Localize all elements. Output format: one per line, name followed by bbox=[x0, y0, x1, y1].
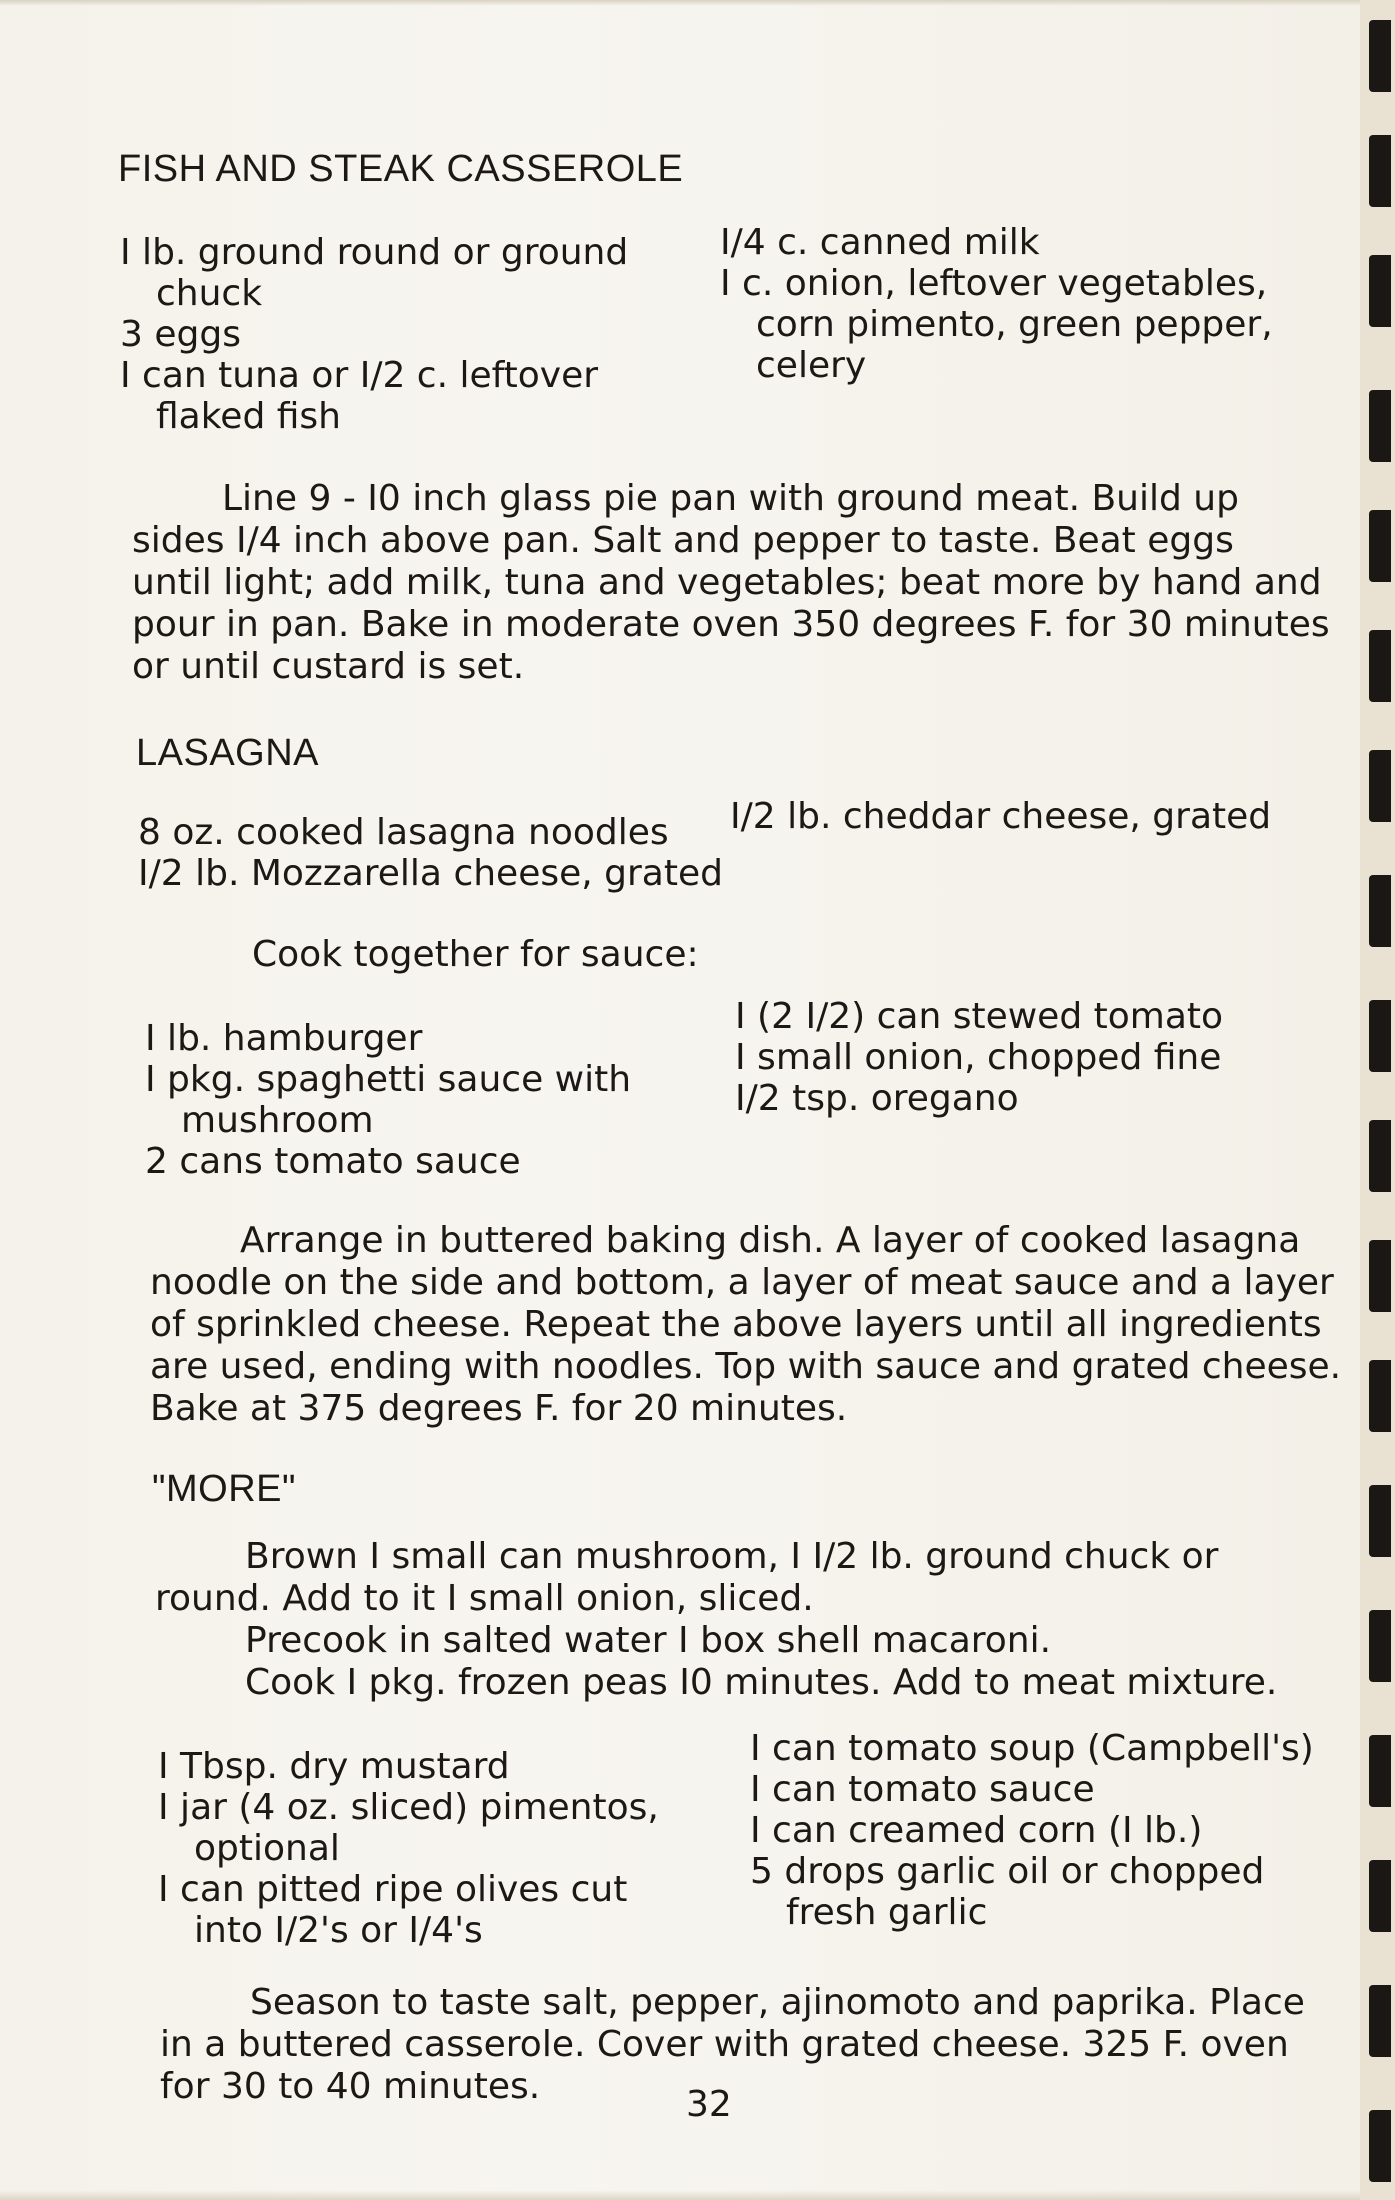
binding-ring bbox=[1369, 1240, 1391, 1312]
lasagna-sauce-right bbox=[735, 996, 1223, 1119]
binding-ring bbox=[1369, 1120, 1391, 1192]
ingredient-line: I can tomato sauce bbox=[750, 1769, 1095, 1810]
ingredient-line: I/2 tsp. oregano bbox=[735, 1078, 1019, 1119]
more-instructions bbox=[160, 1982, 1305, 2108]
ingredient-line: into I/2's or I/4's bbox=[194, 1910, 483, 1951]
instruction-line: Line 9 - I0 inch glass pie pan with ground meat. Build up bbox=[222, 478, 1239, 519]
binding-ring bbox=[1369, 2110, 1391, 2182]
instruction-line: are used, ending with noodles. Top with sauce and grated cheese. bbox=[150, 1346, 1342, 1387]
binding-ring bbox=[1369, 1610, 1391, 1682]
instruction-line: pour in pan. Bake in moderate oven 350 degrees F. for 30 minutes bbox=[132, 604, 1330, 645]
more-steps bbox=[155, 1536, 1277, 1704]
ingredient-line: 5 drops garlic oil or chopped bbox=[750, 1851, 1265, 1892]
binding-ring bbox=[1369, 135, 1391, 207]
ingredient-line: I c. onion, leftover vegetables, bbox=[720, 263, 1268, 304]
page-bottom-edge bbox=[0, 2190, 1360, 2200]
ingredient-line: I lb. ground round or ground bbox=[120, 232, 629, 273]
more-ingredients-left bbox=[158, 1746, 659, 1951]
binding-ring bbox=[1369, 1360, 1391, 1432]
binding-ring bbox=[1369, 1000, 1391, 1072]
ingredient-line: I can creamed corn (I lb.) bbox=[750, 1810, 1203, 1851]
binding-ring bbox=[1369, 20, 1391, 92]
binding-ring bbox=[1369, 875, 1391, 947]
spiral-binding bbox=[1360, 0, 1395, 2200]
ingredient-line: I can pitted ripe olives cut bbox=[158, 1869, 628, 1910]
page-top-edge bbox=[0, 0, 1360, 6]
ingredient-line: optional bbox=[194, 1828, 340, 1869]
binding-ring bbox=[1369, 1985, 1391, 2057]
page-number: 32 bbox=[686, 2084, 732, 2125]
recipe-title-more: "MORE" bbox=[152, 1468, 296, 1510]
ingredient-line: I (2 I/2) can stewed tomato bbox=[735, 996, 1224, 1037]
lasagna-sauce-heading: Cook together for sauce: bbox=[252, 934, 699, 975]
ingredient-line: flaked fish bbox=[156, 396, 341, 437]
lasagna-instructions bbox=[150, 1220, 1341, 1430]
ingredient-line: I Tbsp. dry mustard bbox=[158, 1746, 510, 1787]
instruction-line: Bake at 375 degrees F. for 20 minutes. bbox=[150, 1388, 848, 1429]
ingredient-line: corn pimento, green pepper, bbox=[756, 304, 1273, 345]
binding-ring bbox=[1369, 1860, 1391, 1932]
instruction-line: Season to taste salt, pepper, ajinomoto and paprika. Place bbox=[250, 1982, 1305, 2023]
ingredient-line: I small onion, chopped fine bbox=[735, 1037, 1222, 1078]
ingredient-line: I can tomato soup (Campbell's) bbox=[750, 1728, 1314, 1769]
binding-ring bbox=[1369, 255, 1391, 327]
binding-ring bbox=[1369, 1735, 1391, 1807]
fish-casserole-instructions bbox=[132, 478, 1330, 688]
binding-ring bbox=[1369, 510, 1391, 582]
ingredient-line: celery bbox=[756, 345, 867, 386]
ingredient-line: I jar (4 oz. sliced) pimentos, bbox=[158, 1787, 659, 1828]
fish-casserole-ingredients-left bbox=[120, 232, 628, 437]
step-line: round. Add to it I small onion, sliced. bbox=[155, 1578, 814, 1619]
ingredient-line: 2 cans tomato sauce bbox=[145, 1141, 521, 1182]
ingredient-line: mushroom bbox=[181, 1100, 374, 1141]
binding-ring bbox=[1369, 750, 1391, 822]
fish-casserole-ingredients-right bbox=[720, 222, 1273, 386]
instruction-line: in a buttered casserole. Cover with grated cheese. 325 F. oven bbox=[160, 2024, 1289, 2065]
ingredient-line: I pkg. spaghetti sauce with bbox=[145, 1059, 632, 1100]
ingredient-line: chuck bbox=[156, 273, 263, 314]
ingredient-line: I/4 c. canned milk bbox=[720, 222, 1040, 263]
lasagna-sauce-left bbox=[145, 1018, 631, 1182]
binding-ring bbox=[1369, 390, 1391, 462]
instruction-line: for 30 to 40 minutes. bbox=[160, 2066, 541, 2107]
binding-ring bbox=[1369, 1485, 1391, 1557]
recipe-title-lasagna: LASAGNA bbox=[136, 732, 320, 774]
recipe-title-fish-steak-casserole: FISH AND STEAK CASSEROLE bbox=[118, 148, 684, 190]
ingredient-line: 8 oz. cooked lasagna noodles bbox=[138, 812, 669, 853]
ingredient-line: I/2 lb. Mozzarella cheese, grated bbox=[138, 853, 723, 894]
instruction-line: or until custard is set. bbox=[132, 646, 525, 687]
more-ingredients-right bbox=[750, 1728, 1314, 1933]
instruction-line: sides I/4 inch above pan. Salt and pepper to taste. Beat eggs bbox=[132, 520, 1234, 561]
ingredient-line: I lb. hamburger bbox=[145, 1018, 423, 1059]
step-line: Cook I pkg. frozen peas I0 minutes. Add to meat mixture. bbox=[245, 1662, 1278, 1703]
lasagna-cheese-right: I/2 lb. cheddar cheese, grated bbox=[730, 796, 1272, 837]
ingredient-line: fresh garlic bbox=[786, 1892, 988, 1933]
instruction-line: of sprinkled cheese. Repeat the above layers until all ingredients bbox=[150, 1304, 1322, 1345]
instruction-line: until light; add milk, tuna and vegetables; beat more by hand and bbox=[132, 562, 1322, 603]
instruction-line: Arrange in buttered baking dish. A layer of cooked lasagna bbox=[240, 1220, 1301, 1261]
instruction-line: noodle on the side and bottom, a layer of meat sauce and a layer bbox=[150, 1262, 1334, 1303]
lasagna-cheese-left bbox=[138, 812, 723, 894]
step-line: Brown I small can mushroom, I I/2 lb. ground chuck or bbox=[245, 1536, 1219, 1577]
step-line: Precook in salted water I box shell macaroni. bbox=[245, 1620, 1052, 1661]
ingredient-line: I can tuna or I/2 c. leftover bbox=[120, 355, 599, 396]
ingredient-line: 3 eggs bbox=[120, 314, 241, 355]
binding-ring bbox=[1369, 630, 1391, 702]
